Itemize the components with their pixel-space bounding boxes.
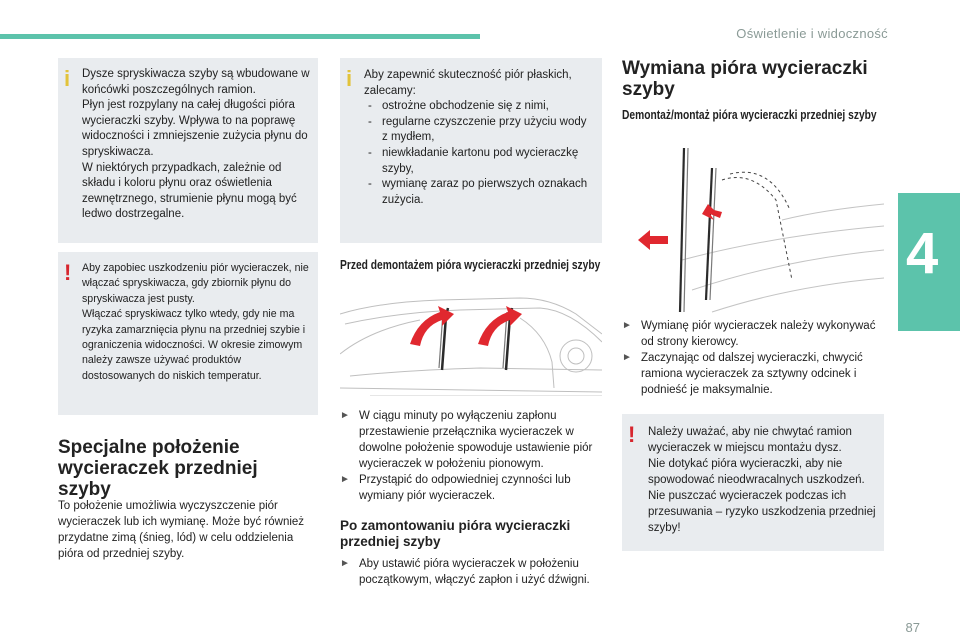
recommendation-list	[364, 99, 594, 208]
page-number: 87	[905, 620, 920, 635]
info-box-nozzles	[58, 58, 318, 243]
list-item: - ostrożne obchodzenie się z nimi,	[364, 99, 594, 115]
heading-blade-replacement: Wymiana pióra wycieraczki szyby	[622, 58, 868, 100]
info-line: Dysze spryskiwacza szyby są wbudowane w końcówki poszczególnych ramion.	[82, 68, 310, 96]
list-item: - wymianę zaraz po pierwszych oznakach zużycia.	[364, 177, 594, 208]
step-flag-icon: ►	[340, 474, 350, 485]
heading-after-mounting: Po zamontowaniu pióra wycieraczki przedniej szyby	[340, 518, 571, 549]
step-flag-icon: ►	[622, 320, 632, 331]
warning-line: Nie puszczać wycieraczek podczas ich przesuwania – ryzyko uszkodzenia przedniej szyby!	[648, 490, 876, 534]
step-text: W ciągu minuty po wyłączeniu zapłonu przestawienie przełącznika wycieraczek w dowolne położenie spowoduje ustawienie piór wycieraczek w położeniu pionowym.	[359, 410, 593, 470]
warning-line: Włączać spryskiwacz tylko wtedy, gdy nie ma ryzyka zamarznięcia płynu na przedniej szybie i ograniczenia widoczności. W okresie zimowym należy zawsze używać produktów dostosowanych do niskich temperatur.	[82, 308, 306, 382]
chapter-number: 4	[906, 221, 939, 286]
subheading-before-removal: Przed demontażem pióra wycieraczki przedniej szyby	[340, 258, 601, 272]
step-text: Zaczynając od dalszej wycieraczki, chwycić ramiona wycieraczek za sztywny odcinek i podnieść je maksymalnie.	[641, 352, 863, 396]
info-line: W niektórych przypadkach, zależnie od składu i koloru płynu oraz oświetlenia zewnętrznego, strumienie płynu mogą być ledwo dostrzegalne.	[82, 161, 297, 221]
step-item	[622, 318, 884, 350]
paragraph-special-position: To położenie umożliwia wyczyszczenie piór wycieraczek lub ich wymianę. Może być również przydatne zimą (śnieg, lód) w celu oddzielenia pióra od przedniej szyby.	[58, 500, 305, 560]
warning-mark-icon: !	[64, 260, 72, 285]
step-text: Przystąpić do odpowiedniej czynności lub wymiany piór wycieraczek.	[359, 474, 571, 502]
list-item: - regularne czyszczenie przy użyciu wody z mydłem,	[364, 115, 594, 146]
list-item: - niewkładanie kartonu pod wycieraczkę szyby,	[364, 146, 594, 177]
info-mark-icon: i	[64, 66, 71, 91]
step-text: Wymianę piór wycieraczek należy wykonywać od strony kierowcy.	[641, 320, 876, 348]
wiper-arm-lift-illustration	[622, 140, 884, 315]
car-front-wipers-illustration	[340, 284, 602, 396]
warning-line: Należy uważać, aby nie chwytać ramion wycieraczek w miejscu montażu dysz.	[648, 426, 852, 454]
warning-mark-icon: !	[628, 422, 636, 447]
warning-box-washer	[58, 252, 318, 415]
step-flag-icon: ►	[340, 410, 350, 421]
heading-special-position: Specjalne położenie wycieraczek przedniej szyby	[58, 437, 258, 500]
subheading-blade-removal: Demontaż/montaż pióra wycieraczki przedniej szyby	[622, 108, 877, 122]
step-item	[340, 472, 602, 504]
info-box-flat-blades	[340, 58, 602, 243]
step-text: Aby ustawić pióra wycieraczek w położeniu początkowym, włączyć zapłon i użyć dźwigni.	[359, 558, 590, 586]
info-mark-icon: i	[346, 66, 353, 91]
step-flag-icon: ►	[622, 352, 632, 363]
step-item	[340, 556, 602, 588]
chapter-tab	[898, 193, 960, 331]
step-item	[622, 350, 884, 398]
step-flag-icon: ►	[340, 558, 350, 569]
step-item	[340, 408, 602, 472]
steps-blade-removal	[622, 318, 884, 398]
info-line: Płyn jest rozpylany na całej długości pióra wycieraczki szyby. Wpływa to na poprawę widoczności i zmniejszenie zużycia płynu do spryskiwacza.	[82, 99, 308, 158]
header-accent-bar	[0, 34, 480, 39]
section-title: Oświetlenie i widoczność	[736, 26, 888, 41]
warning-line: Aby zapobiec uszkodzeniu piór wycieraczek, nie włączać spryskiwacza, gdy zbiornik płynu do spryskiwacza jest pusty.	[82, 262, 309, 305]
steps-after-mounting	[340, 556, 602, 588]
warning-line: Nie dotykać pióra wycieraczki, aby nie spowodować nieodwracalnych uszkodzeń.	[648, 458, 865, 486]
steps-before-removal	[340, 408, 602, 504]
warning-box-arms	[622, 414, 884, 551]
info-intro: Aby zapewnić skuteczność piór płaskich, zalecamy:	[364, 69, 572, 97]
